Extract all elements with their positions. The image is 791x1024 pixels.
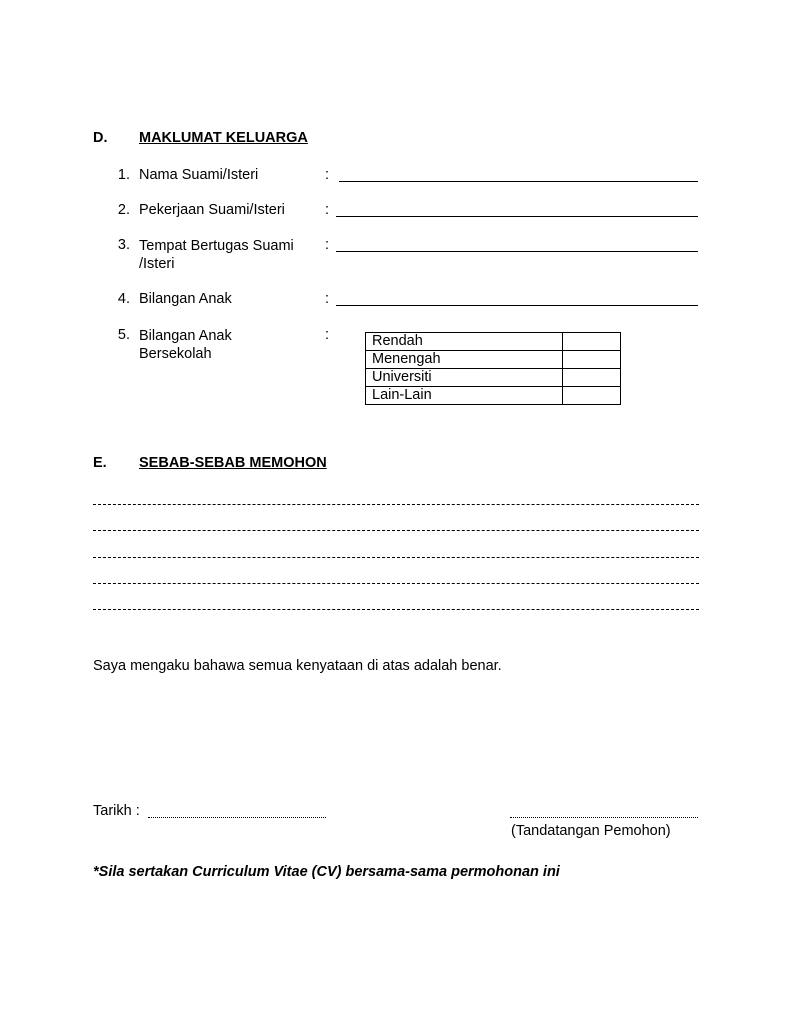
school-level-count-cell[interactable] [563,387,621,405]
item-4-colon: : [325,291,330,307]
spouse-occupation-field[interactable] [336,216,698,217]
schooling-children-table [365,332,621,405]
item-4-number: 4. [117,291,130,307]
date-label: Tarikh : [93,803,140,819]
reason-line[interactable] [93,504,699,505]
item-3-label: Tempat Bertugas Suami /Isteri [139,238,294,272]
table-row [366,351,621,369]
item-3-number: 3. [117,237,130,253]
school-level-label: Lain-Lain [366,387,563,405]
item-2-number: 2. [117,202,130,218]
item-5-colon: : [325,327,330,343]
item-5-number: 5. [117,327,130,343]
table-row [366,369,621,387]
children-count-field[interactable] [336,305,698,306]
item-2-label: Pekerjaan Suami/Isteri [139,202,285,218]
reason-line[interactable] [93,557,699,558]
reason-line[interactable] [93,583,699,584]
item-2-colon: : [325,202,330,218]
item-4-label: Bilangan Anak [139,291,232,307]
signature-field[interactable] [510,817,698,818]
item-1-label: Nama Suami/Isteri [139,167,259,183]
item-1-number: 1. [117,167,130,183]
section-d-title: MAKLUMAT KELUARGA [139,130,308,146]
item-3-colon: : [325,237,330,253]
table-row [366,387,621,405]
section-e-letter: E. [93,455,107,471]
section-d-letter: D. [93,130,108,146]
school-level-count-cell[interactable] [563,333,621,351]
reason-line[interactable] [93,530,699,531]
school-level-label: Rendah [366,333,563,351]
table-row [366,333,621,351]
school-level-count-cell[interactable] [563,369,621,387]
spouse-name-field[interactable] [339,181,698,182]
item-1-colon: : [325,167,330,183]
spouse-workplace-field[interactable] [336,251,698,252]
item-5-label: Bilangan Anak Bersekolah [139,328,232,362]
reason-line[interactable] [93,609,699,610]
school-level-label: Universiti [366,369,563,387]
school-level-label: Menengah [366,351,563,369]
school-level-count-cell[interactable] [563,351,621,369]
date-field[interactable] [148,817,326,818]
declaration-text: Saya mengaku bahawa semua kenyataan di atas adalah benar. [93,658,502,674]
section-e-title: SEBAB-SEBAB MEMOHON [139,455,327,471]
signature-label: (Tandatangan Pemohon) [511,823,671,839]
cv-note: *Sila sertakan Curriculum Vitae (CV) bersama-sama permohonan ini [93,864,560,880]
